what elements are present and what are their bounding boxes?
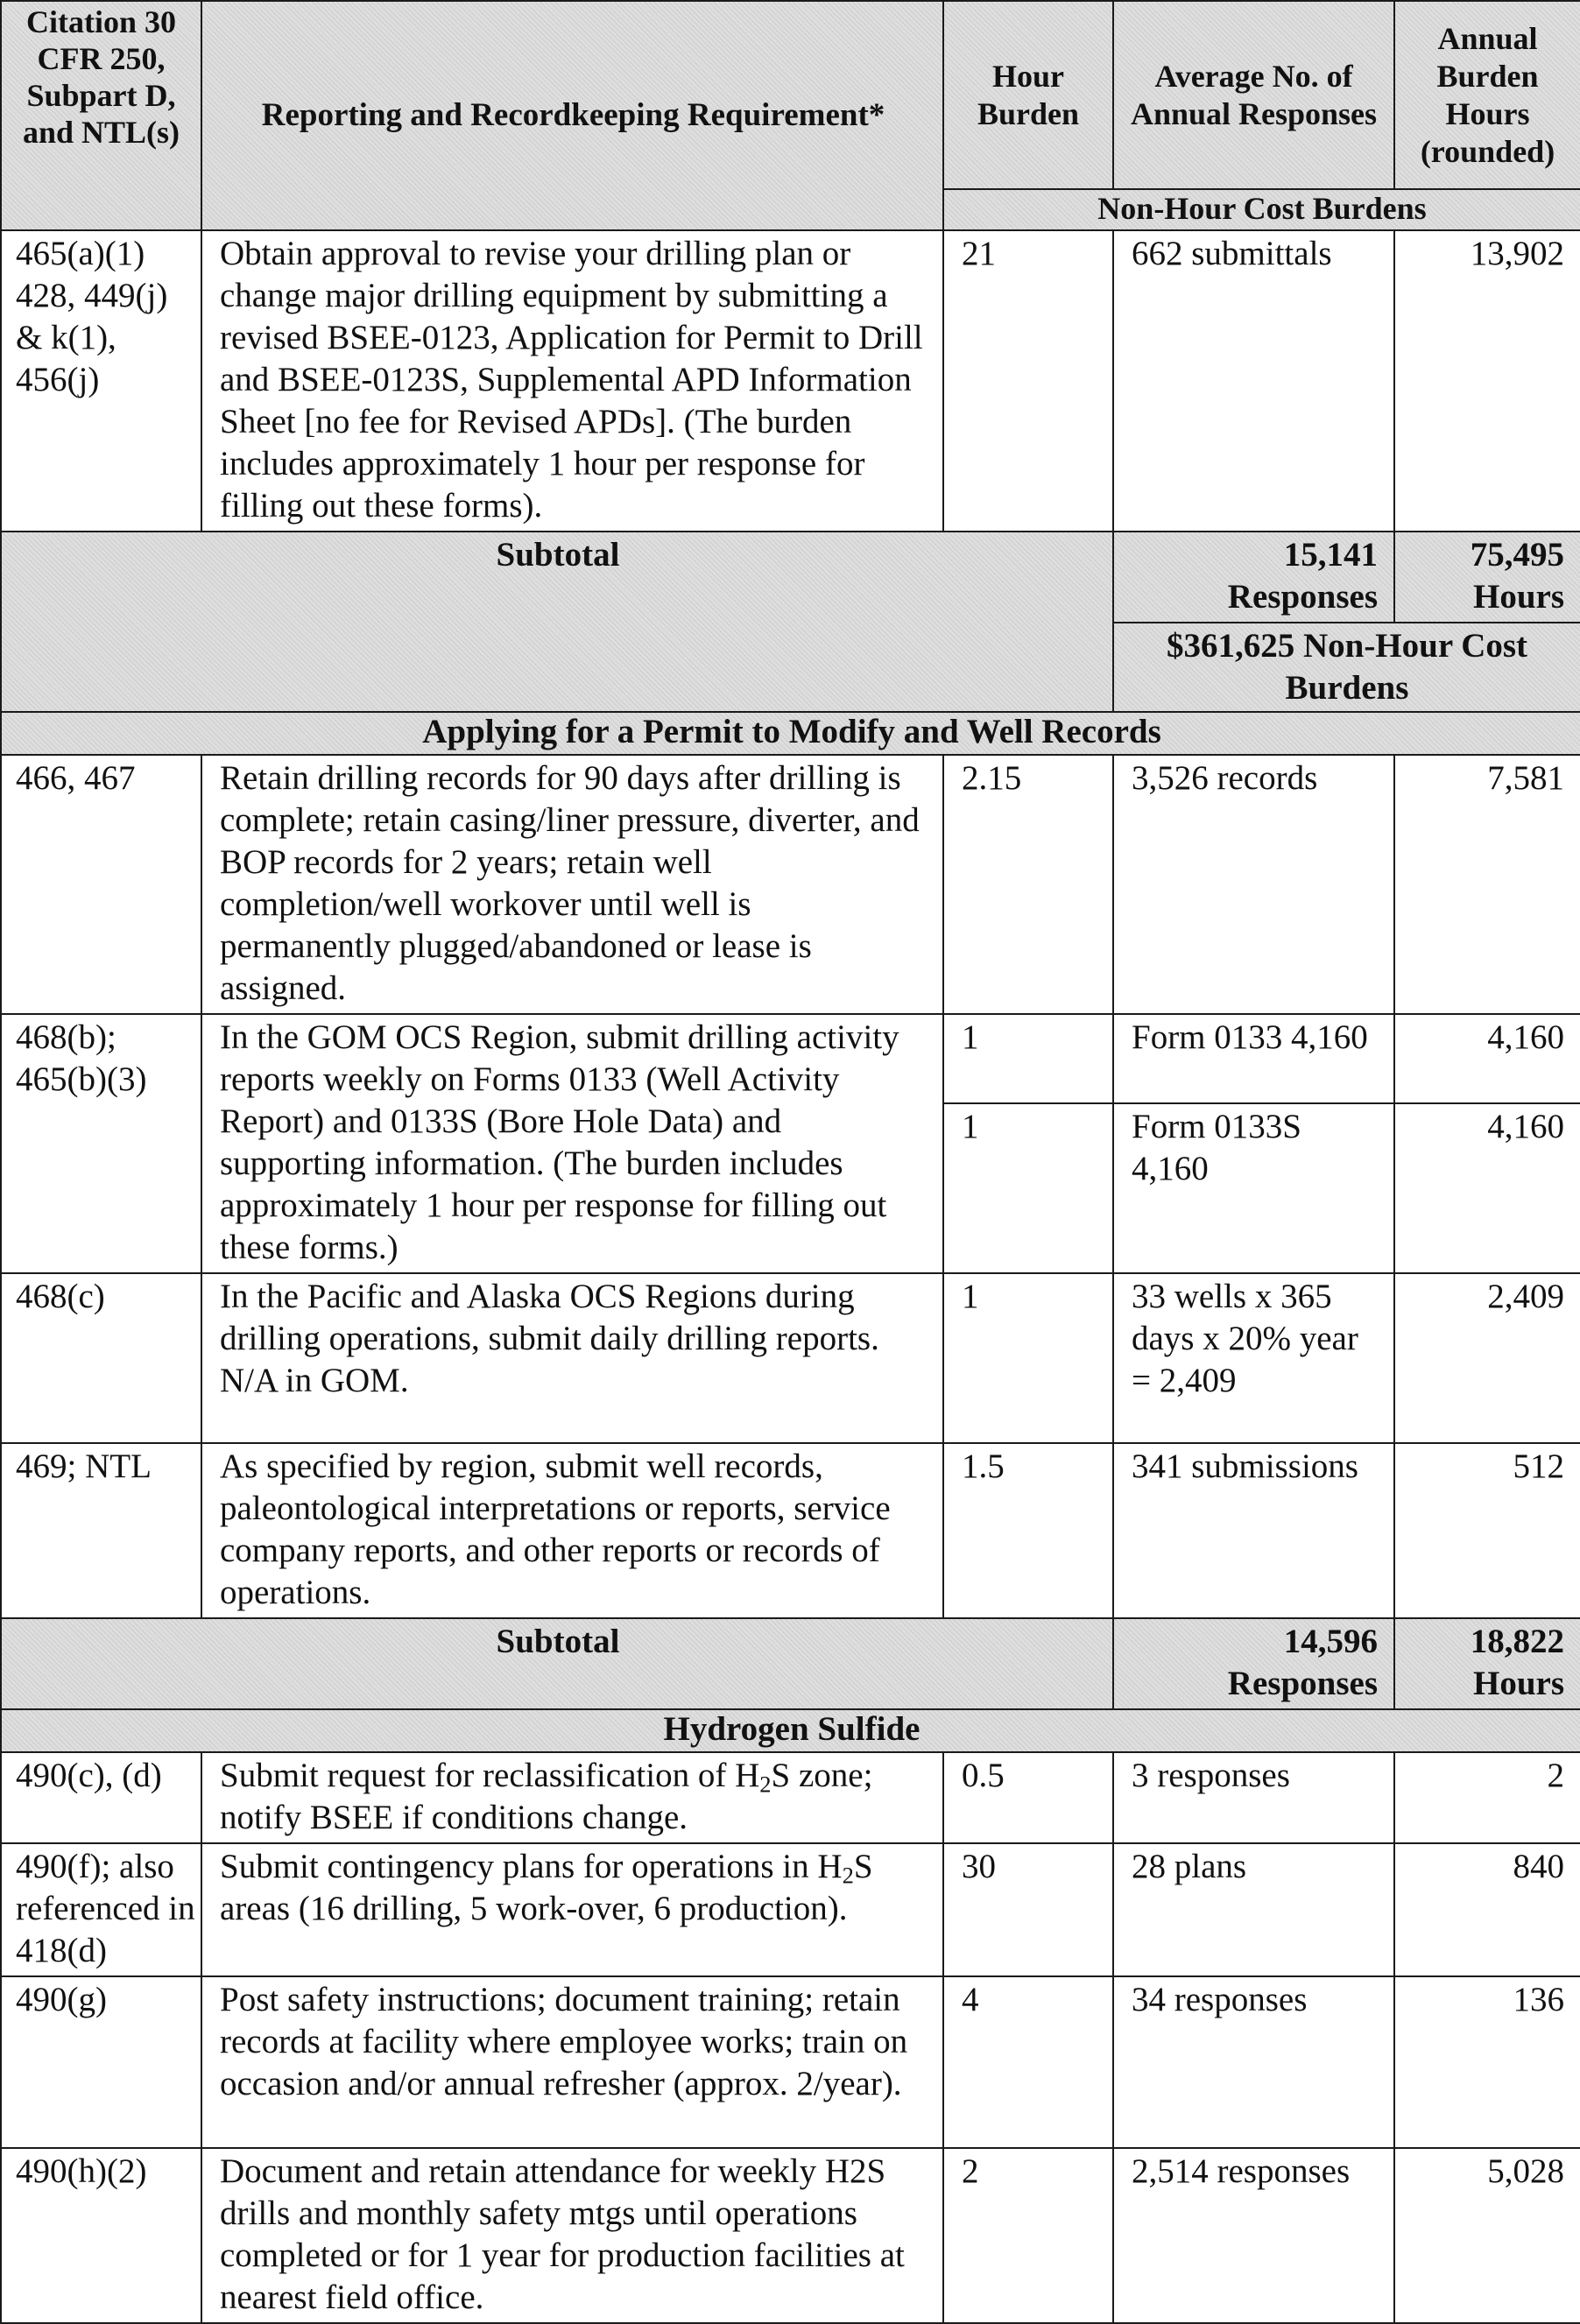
responses-cell: Form 0133 4,160: [1113, 1014, 1394, 1103]
requirement-cell: [201, 1843, 943, 1976]
responses-cell: Form 0133S 4,160: [1113, 1103, 1394, 1273]
citation-cell: 465(a)(1) 428, 449(j) & k(1), 456(j): [1, 230, 201, 532]
header-annual-hours: Annual Burden Hours (rounded): [1394, 1, 1580, 189]
requirement-text-b: S areas (16 drilling, 5 work-over, 6 production).: [220, 1848, 873, 1927]
table-row: [1, 2148, 1580, 2323]
responses-cell: 3 responses: [1113, 1752, 1394, 1843]
table-row: [1, 1843, 1580, 1976]
table-row: [1, 1443, 1580, 1618]
citation-cell: 469; NTL: [1, 1443, 201, 1618]
hour-burden-cell: 1: [943, 1103, 1113, 1273]
subtotal-label: Subtotal: [1, 532, 1113, 712]
subtotal-hours-value: 18,822: [1470, 1623, 1564, 1660]
hour-burden-cell: 30: [943, 1843, 1113, 1976]
subtotal-non-hour-cost: $361,625 Non-Hour Cost Burdens: [1113, 623, 1580, 712]
section-row: [1, 1709, 1580, 1752]
table-row: [1, 1273, 1580, 1443]
requirement-cell: Retain drilling records for 90 days after drilling is complete; retain casing/liner pressure, diverter, and BOP records for 2 years; retain well completion/well workover until well is permanently plugged/abandoned or lease is assigned.: [201, 755, 943, 1014]
annual-hours-cell: 13,902: [1394, 230, 1580, 532]
subscript: 2: [842, 1862, 854, 1889]
citation-cell: 490(h)(2): [1, 2148, 201, 2323]
annual-hours-cell: 4,160: [1394, 1103, 1580, 1273]
citation-cell: 468(c): [1, 1273, 201, 1443]
table-row: [1, 755, 1580, 1014]
section-heading-modify: Applying for a Permit to Modify and Well Records: [1, 712, 1580, 755]
header-row: [1, 1, 1580, 189]
requirement-text-a: Submit contingency plans for operations in H: [220, 1848, 843, 1885]
annual-hours-cell: 512: [1394, 1443, 1580, 1618]
subtotal-responses-unit: Responses: [1227, 1665, 1378, 1702]
responses-cell: 33 wells x 365 days x 20% year = 2,409: [1113, 1273, 1394, 1443]
requirement-cell: [201, 1273, 943, 1443]
requirement-note: N/A in GOM.: [220, 1362, 409, 1399]
hour-burden-cell: 2.15: [943, 755, 1113, 1014]
annual-hours-cell: 2: [1394, 1752, 1580, 1843]
annual-hours-cell: 2,409: [1394, 1273, 1580, 1443]
subtotal-hours-unit: Hours: [1472, 1665, 1564, 1702]
table-row: [1, 1976, 1580, 2148]
subtotal-responses-value: 14,596: [1283, 1623, 1378, 1660]
annual-hours-cell: 840: [1394, 1843, 1580, 1976]
annual-hours-cell: 4,160: [1394, 1014, 1580, 1103]
hour-burden-cell: 0.5: [943, 1752, 1113, 1843]
responses-cell: 28 plans: [1113, 1843, 1394, 1976]
citation-cell: 466, 467: [1, 755, 201, 1014]
header-non-hour-cost: Non-Hour Cost Burdens: [943, 189, 1580, 230]
annual-hours-cell: 136: [1394, 1976, 1580, 2148]
requirement-cell: Obtain approval to revise your drilling plan or change major drilling equipment by submitting a revised BSEE-0123, Application for Permit to Drill and BSEE-0123S, Supplemental APD Information Sheet [no fee for Revised APDs]. (The burden includes approximately 1 hour per response for filling out these forms).: [201, 230, 943, 532]
requirement-text-a: Submit request for reclassification of H: [220, 1757, 760, 1794]
section-row: [1, 712, 1580, 755]
subtotal-responses: [1113, 532, 1394, 623]
subtotal-hours: [1394, 1618, 1580, 1709]
subtotal-responses-unit: Responses: [1227, 578, 1378, 616]
citation-cell: 490(f); also referenced in 418(d): [1, 1843, 201, 1976]
requirement-cell: As specified by region, submit well records, paleontological interpretations or reports, service company reports, and other reports or records of operations.: [201, 1443, 943, 1618]
citation-cell: 468(b); 465(b)(3): [1, 1014, 201, 1273]
annual-hours-cell: 7,581: [1394, 755, 1580, 1014]
hour-burden-cell: 1: [943, 1273, 1113, 1443]
subtotal-responses: [1113, 1618, 1394, 1709]
requirement-text: In the Pacific and Alaska OCS Regions during drilling operations, submit daily drilling reports.: [220, 1278, 879, 1357]
subscript: 2: [759, 1771, 772, 1798]
section-heading-h2s: Hydrogen Sulfide: [1, 1709, 1580, 1752]
table-row: [1, 1014, 1580, 1103]
responses-cell: 34 responses: [1113, 1976, 1394, 2148]
requirement-text-b: S zone; notify BSEE if conditions change.: [220, 1757, 873, 1836]
header-avg-responses: Average No. of Annual Responses: [1113, 1, 1394, 189]
responses-cell: 2,514 responses: [1113, 2148, 1394, 2323]
responses-cell: 3,526 records: [1113, 755, 1394, 1014]
responses-cell: 662 submittals: [1113, 230, 1394, 532]
table-row: [1, 1752, 1580, 1843]
header-requirement: Reporting and Recordkeeping Requirement*: [201, 1, 943, 230]
subtotal-hours-unit: Hours: [1472, 578, 1564, 616]
subtotal-row: [1, 532, 1580, 623]
subtotal-row: [1, 1618, 1580, 1709]
requirement-cell: Post safety instructions; document training; retain records at facility where employee works; train on occasion and/or annual refresher (approx. 2/year).: [201, 1976, 943, 2148]
annual-hours-cell: 5,028: [1394, 2148, 1580, 2323]
citation-cell: 490(c), (d): [1, 1752, 201, 1843]
header-hour-burden: Hour Burden: [943, 1, 1113, 189]
subtotal-hours: [1394, 532, 1580, 623]
responses-cell: 341 submissions: [1113, 1443, 1394, 1618]
header-citation: Citation 30 CFR 250, Subpart D, and NTL(s): [1, 1, 201, 230]
subtotal-label: Subtotal: [1, 1618, 1113, 1709]
hour-burden-cell: 1.5: [943, 1443, 1113, 1618]
hour-burden-cell: 1: [943, 1014, 1113, 1103]
hour-burden-cell: 4: [943, 1976, 1113, 2148]
requirement-cell: In the GOM OCS Region, submit drilling activity reports weekly on Forms 0133 (Well Activity Report) and 0133S (Bore Hole Data) and supporting information. (The burden includes approximately 1 hour per response for filling out these forms.): [201, 1014, 943, 1273]
requirement-cell: Document and retain attendance for weekly H2S drills and monthly safety mtgs until operations completed or for 1 year for production facilities at nearest field office.: [201, 2148, 943, 2323]
hour-burden-cell: 2: [943, 2148, 1113, 2323]
subtotal-responses-value: 15,141: [1283, 536, 1378, 574]
requirement-cell: [201, 1752, 943, 1843]
table-row: [1, 230, 1580, 532]
hour-burden-cell: 21: [943, 230, 1113, 532]
subtotal-hours-value: 75,495: [1470, 536, 1564, 574]
citation-cell: 490(g): [1, 1976, 201, 2148]
